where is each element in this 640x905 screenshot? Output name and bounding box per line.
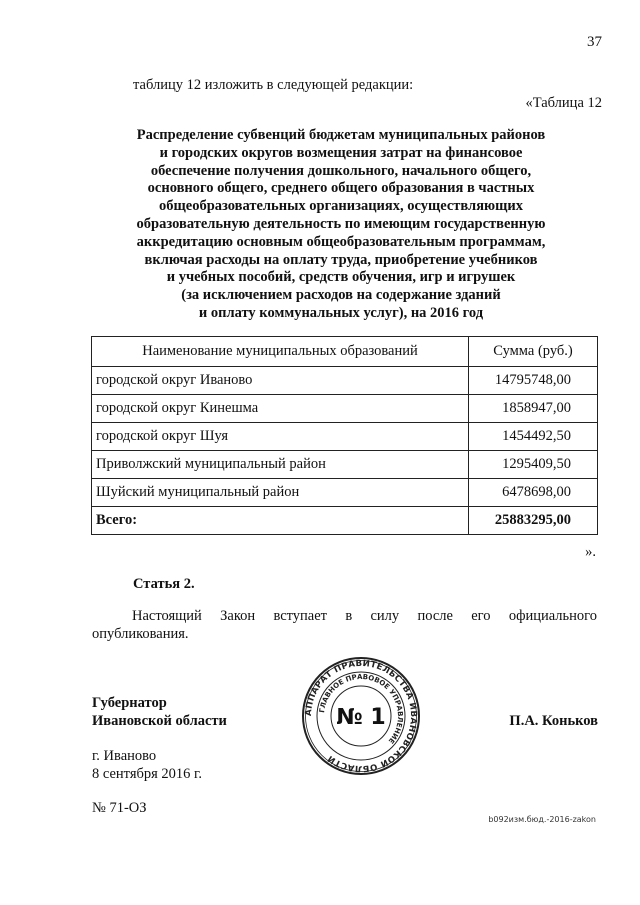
heading-line: включая расходы на оплату труда, приобретение учебников [144,251,538,268]
law-text-line2: опубликования. [92,626,189,642]
heading-line: и учебных пособий, средств обучения, игр и игрушек [166,269,516,286]
table-label: «Таблица 12 [525,95,602,111]
municipality-name: Шуйский муниципальный район [92,479,469,507]
signing-date: 8 сентября 2016 г. [92,766,202,782]
official-seal-icon [300,655,422,777]
heading-line: и оплату коммунальных услуг), на 2016 год [198,304,484,321]
law-word: Настоящий [132,608,202,624]
subsidy-sum: 1454492,50 [469,423,598,451]
article-title: Статья 2. [133,576,195,592]
heading-line: образовательную деятельность по имеющим государственную [136,215,546,232]
municipality-name: Приволжский муниципальный район [92,451,469,479]
law-word: вступает [273,608,328,624]
heading-line: основного общего, среднего общего образования в частных [147,180,535,197]
table-row [92,479,598,507]
file-reference: b092изм.бюд.-2016-zakon [488,815,596,824]
table-header-row [92,337,598,367]
total-label: Всего: [92,507,469,535]
table-total-row [92,507,598,535]
law-word: Закон [220,608,256,624]
seal-outer-text: АППАРАТ ПРАВИТЕЛЬСТВА ИВАНОВСКОЙ ОБЛАСТИ [303,658,419,774]
heading-line: аккредитацию основным общеобразовательным программам, [136,233,546,250]
signing-place: г. Иваново [92,748,157,764]
table-row [92,451,598,479]
signing-place-date [92,747,202,783]
municipality-name: городской округ Шуя [92,423,469,451]
heading-line: обеспечение получения дошкольного, начального общего, [150,162,532,179]
intro-line: таблицу 12 изложить в следующей редакции: [133,77,414,93]
law-word: официального [508,608,597,624]
subsidy-sum: 14795748,00 [469,367,598,395]
table-row [92,423,598,451]
law-word: его [471,608,491,624]
municipality-name: городской округ Кинешма [92,395,469,423]
seal-inner-text: ГЛАВНОЕ ПРАВОВОЕ УПРАВЛЕНИЕ [318,672,405,745]
header-sum: Сумма (руб.) [469,337,598,367]
governor-name: П.А. Коньков [509,713,598,729]
subsidy-table [91,336,598,535]
heading-line: и городских округов возмещения затрат на финансовое [159,144,523,161]
closing-quote: ». [585,544,596,560]
table-heading [86,127,596,323]
governor-title-line2: Ивановской области [92,713,227,729]
header-municipality: Наименование муниципальных образований [92,337,469,367]
law-text-line1 [92,607,597,625]
heading-line: общеобразовательных организациях, осуществляющих [159,198,523,215]
page-number: 37 [587,34,602,50]
governor-title-line1: Губернатор [92,695,167,711]
table-row [92,395,598,423]
subsidy-sum: 1858947,00 [469,395,598,423]
heading-line: (за исключением расходов на содержание зданий [181,287,501,304]
law-word: силу [370,608,400,624]
municipality-name: городской округ Иваново [92,367,469,395]
law-number: № 71-ОЗ [92,800,147,816]
heading-line: Распределение субвенций бюджетам муниципальных районов [136,127,546,143]
subsidy-sum: 1295409,50 [469,451,598,479]
law-word: в [345,608,353,624]
subsidy-sum: 6478698,00 [469,479,598,507]
table-row [92,367,598,395]
governor-title [92,694,227,730]
law-word: после [417,608,453,624]
total-sum: 25883295,00 [469,507,598,535]
seal-center-number: № 1 [336,705,386,730]
law-text [92,607,597,643]
